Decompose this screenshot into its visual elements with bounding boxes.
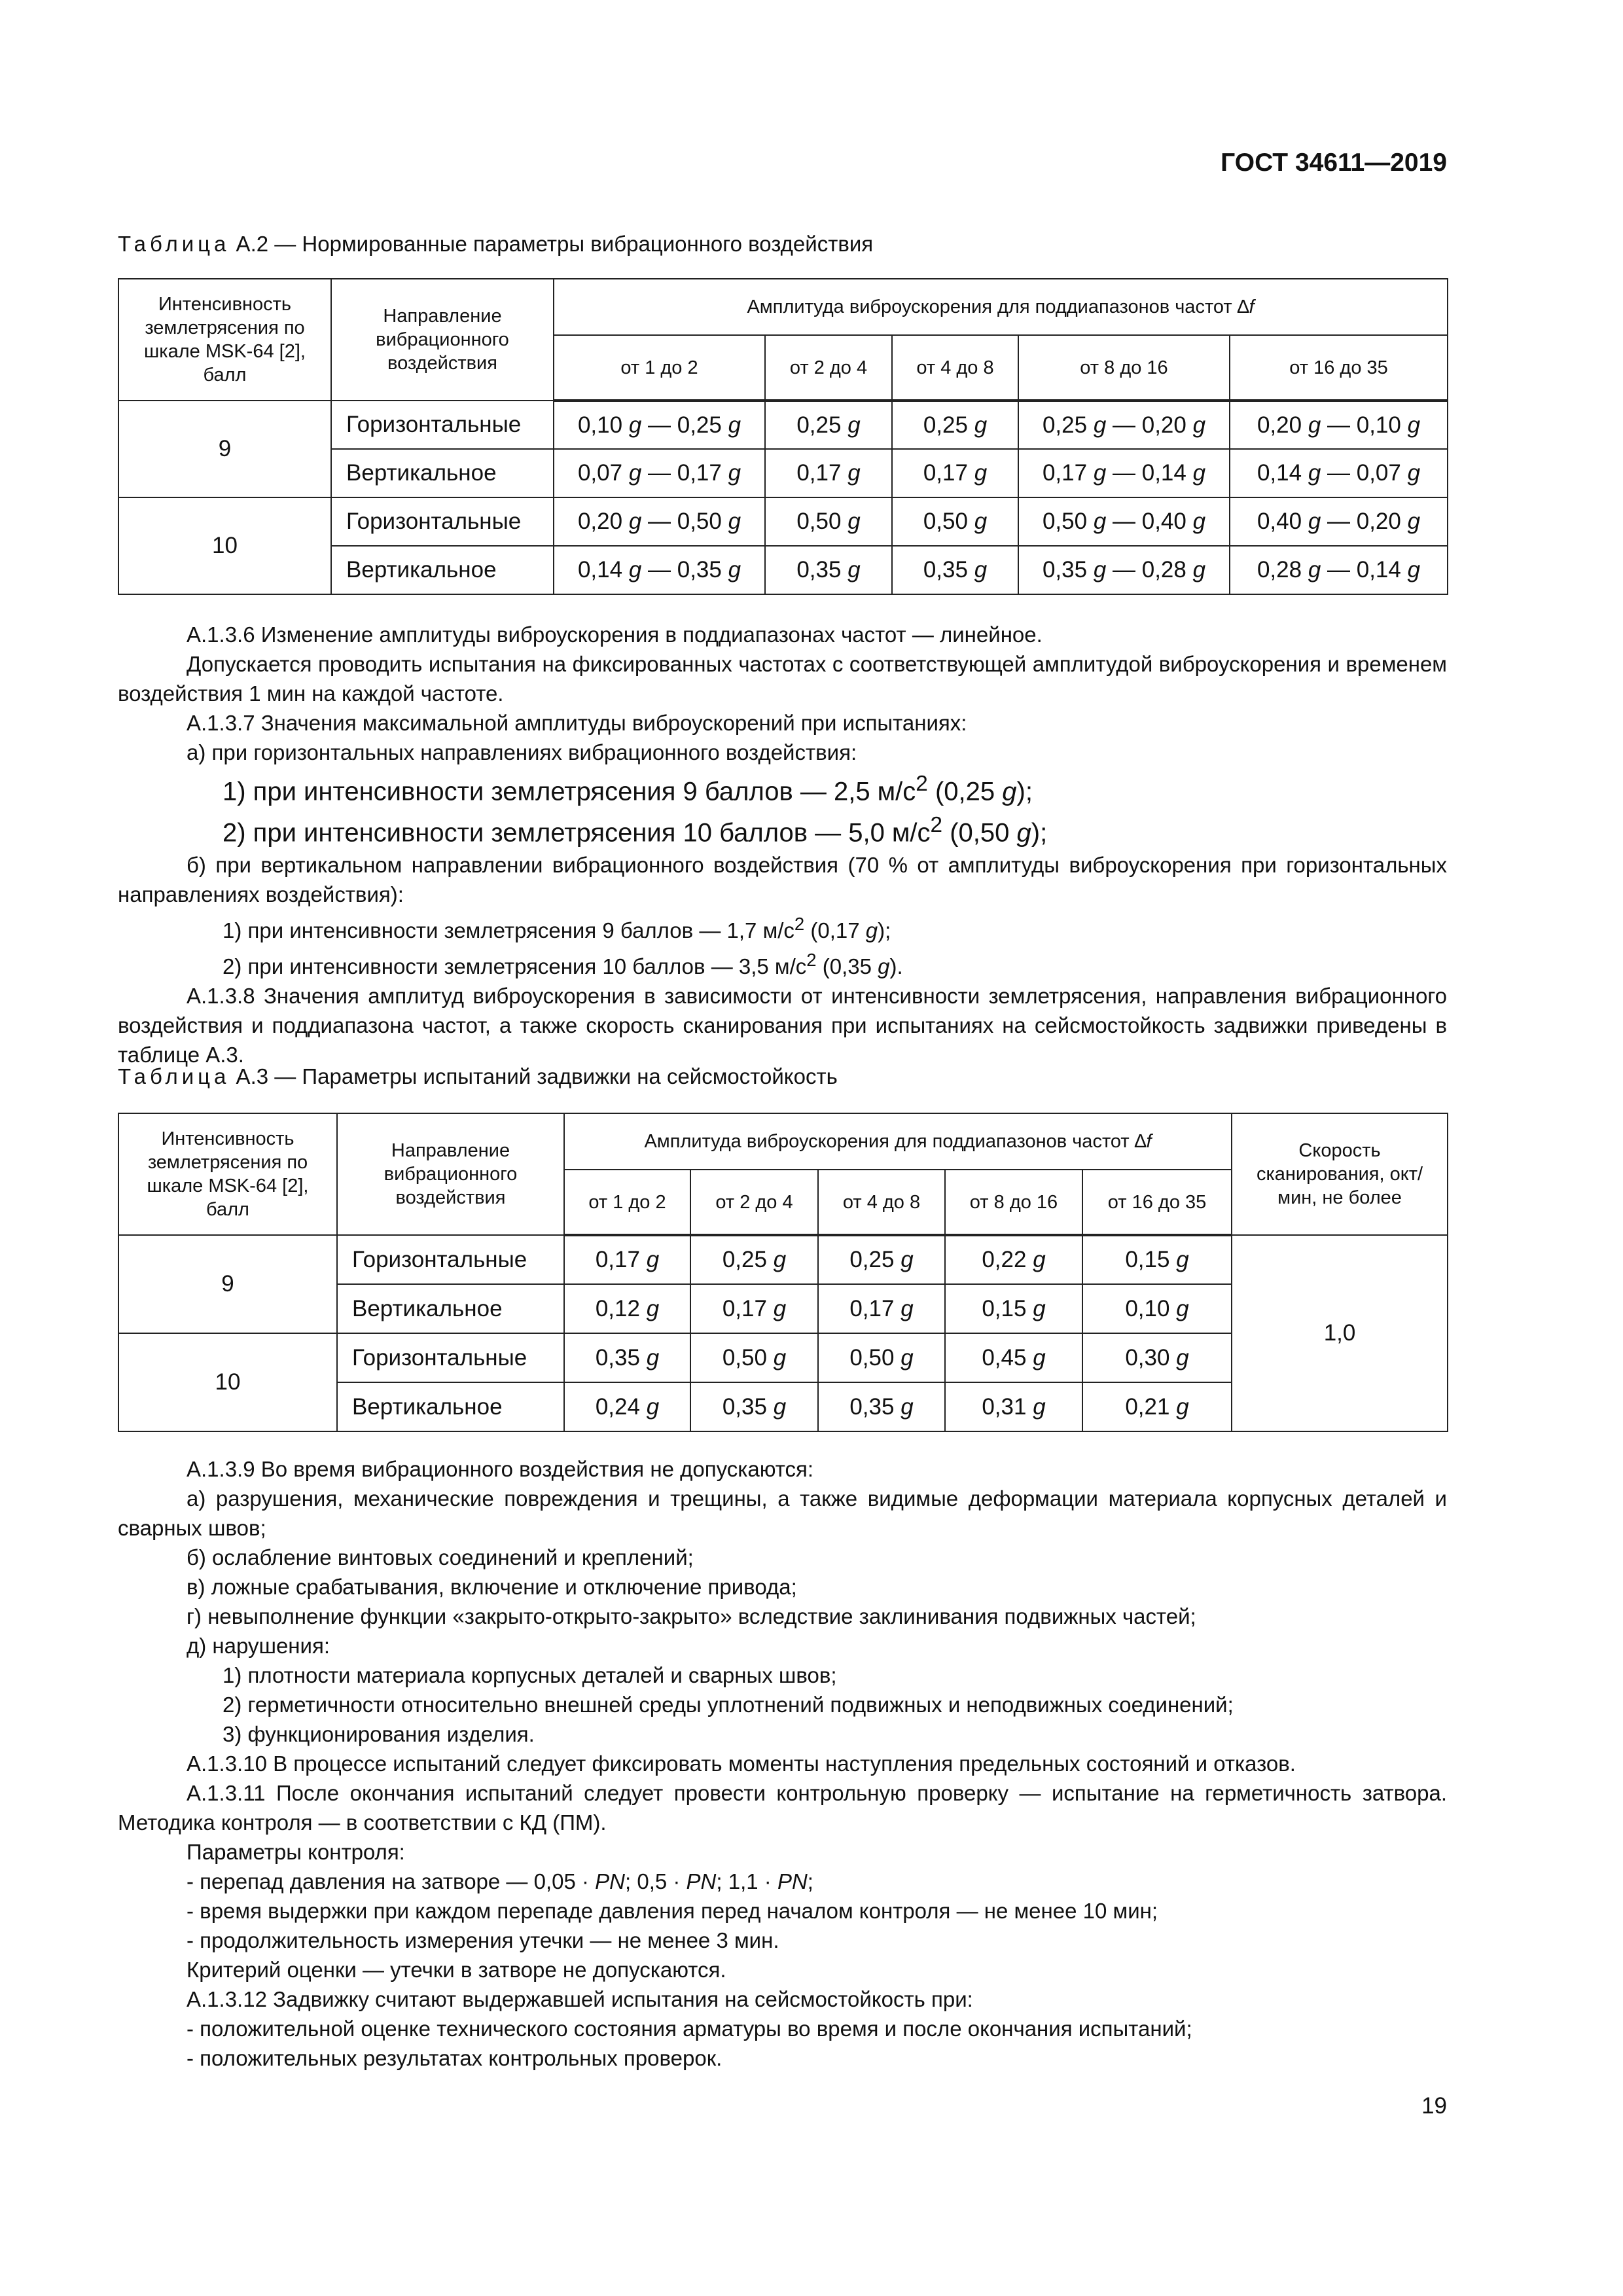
- value-cell: 0,35 g: [892, 546, 1018, 594]
- table-a3-header-amplitude: Амплитуда виброускорения для поддиапазонов частот ∆f: [564, 1113, 1232, 1170]
- value-cell: 0,24 g: [564, 1382, 690, 1431]
- value-cell: 0,40 g — 0,20 g: [1230, 497, 1448, 546]
- document-code: ГОСТ 34611—2019: [1221, 149, 1447, 177]
- table-a3-header-direction: Направление вибрационного воздействия: [337, 1113, 564, 1235]
- paragraph: А.1.3.10 В процессе испытаний следует фиксировать моменты наступления предельных состояний и отказов.: [187, 1751, 1296, 1776]
- list-item: - продолжительность измерения утечки — не менее 3 мин.: [187, 1928, 779, 1952]
- value-cell: 0,35 g: [690, 1382, 818, 1431]
- table-a2-range: от 1 до 2: [554, 335, 765, 401]
- table-a3-header-speed: Скорость сканирования, окт/мин, не более: [1232, 1113, 1448, 1235]
- paragraph: Критерий оценки — утечки в затворе не допускаются.: [187, 1958, 726, 1982]
- direction-cell: Вертикальное: [337, 1284, 564, 1333]
- paragraph: 2) герметичности относительно внешней среды уплотнений подвижных и неподвижных соединений;: [223, 1693, 1234, 1717]
- paragraph: А.1.3.9 Во время вибрационного воздействия не допускаются:: [187, 1457, 814, 1481]
- paragraph: а) при горизонтальных направлениях вибрационного воздействия:: [187, 740, 857, 764]
- table-a2-header-direction: Направление вибрационного воздействия: [331, 279, 554, 401]
- value-cell: 0,17 g: [690, 1284, 818, 1333]
- table-row: [118, 401, 1448, 449]
- value-cell: 0,25 g: [690, 1235, 818, 1284]
- table-a2-range: от 4 до 8: [892, 335, 1018, 401]
- list-item: - перепад давления на затворе — 0,05 · PN; 0,5 · PN; 1,1 · PN;: [187, 1869, 813, 1893]
- value-cell: 0,50 g: [765, 497, 892, 546]
- value-cell: 0,17 g: [564, 1235, 690, 1284]
- intensity-cell: 10: [118, 497, 331, 594]
- value-cell: 0,25 g: [818, 1235, 945, 1284]
- table-row: [118, 1235, 1448, 1284]
- paragraph: в) ложные срабатывания, включение и отключение привода;: [187, 1575, 797, 1599]
- table-a3-title-text: А.3 — Параметры испытаний задвижки на сейсмостойкость: [230, 1064, 838, 1088]
- paragraph: А.1.3.12 Задвижку считают выдержавшей испытания на сейсмостойкость при:: [187, 1987, 973, 2011]
- value-cell: 0,14 g — 0,35 g: [554, 546, 765, 594]
- text-block-1: [118, 620, 1447, 1069]
- paragraph: 2) при интенсивности землетрясения 10 баллов — 5,0 $м/с^2$ (0,50 g);: [223, 813, 1048, 848]
- paragraph: А.1.3.11 После окончания испытаний следует провести контрольную проверку — испытание на герметичность затвора. Методика контроля — в соответствии с КД (ПМ).: [118, 1781, 1447, 1835]
- text-block-2: [118, 1454, 1447, 2073]
- intensity-cell: 9: [118, 1235, 337, 1333]
- paragraph: а) разрушения, механические повреждения и трещины, а также видимые деформации материала корпусных деталей и сварных швов;: [118, 1486, 1447, 1540]
- value-cell: 0,30 g: [1082, 1333, 1232, 1382]
- table-a3-range: от 8 до 16: [945, 1170, 1082, 1235]
- paragraph: А.1.3.6 Изменение амплитуды виброускорения в поддиапазонах частот — линейное.: [187, 622, 1043, 647]
- value-cell: 0,14 g — 0,07 g: [1230, 449, 1448, 497]
- value-cell: 0,35 g — 0,28 g: [1018, 546, 1230, 594]
- table-a2-range: от 16 до 35: [1230, 335, 1448, 401]
- direction-cell: Горизонтальные: [331, 401, 554, 449]
- table-row: [118, 497, 1448, 546]
- value-cell: 0,25 g: [892, 401, 1018, 449]
- direction-cell: Вертикальное: [331, 449, 554, 497]
- value-cell: 0,17 g — 0,14 g: [1018, 449, 1230, 497]
- value-cell: 0,20 g — 0,10 g: [1230, 401, 1448, 449]
- value-cell: 0,22 g: [945, 1235, 1082, 1284]
- direction-cell: Горизонтальные: [331, 497, 554, 546]
- value-cell: 0,07 g — 0,17 g: [554, 449, 765, 497]
- value-cell: 0,35 g: [564, 1333, 690, 1382]
- table-a2-title: [118, 229, 873, 259]
- value-cell: 0,50 g — 0,40 g: [1018, 497, 1230, 546]
- list-item: - время выдержки при каждом перепаде давления перед началом контроля — не менее 10 мин;: [187, 1899, 1158, 1923]
- paragraph: Допускается проводить испытания на фиксированных частотах с соответствующей амплитудой виброускорения и временем воздействия 1 мин на каждой частоте.: [118, 652, 1447, 706]
- value-cell: 0,50 g: [818, 1333, 945, 1382]
- paragraph: б) при вертикальном направлении вибрационного воздействия (70 % от амплитуды виброускорения при горизонтальных направлениях воздействия):: [118, 852, 1447, 906]
- value-cell: 0,17 g: [765, 449, 892, 497]
- table-a2-title-text: А.2 — Нормированные параметры вибрационного воздействия: [230, 232, 874, 256]
- table-a2-header-amplitude: Амплитуда виброускорения для поддиапазонов частот ∆f: [554, 279, 1448, 335]
- value-cell: 0,17 g: [818, 1284, 945, 1333]
- value-cell: 0,17 g: [892, 449, 1018, 497]
- table-a3-title: [118, 1062, 838, 1091]
- table-a3-range: от 16 до 35: [1082, 1170, 1232, 1235]
- paragraph: А.1.3.7 Значения максимальной амплитуды виброускорений при испытаниях:: [187, 711, 967, 735]
- value-cell: 0,10 g — 0,25 g: [554, 401, 765, 449]
- table-a3-range: от 4 до 8: [818, 1170, 945, 1235]
- table-a2-header-intensity: Интенсивность землетрясения по шкале MSK-64 [2], балл: [118, 279, 331, 401]
- paragraph: 1) при интенсивности землетрясения 9 баллов — 1,7 $м/с^2$ (0,17 g);: [223, 913, 891, 942]
- value-cell: 0,10 g: [1082, 1284, 1232, 1333]
- table-a2-range: от 8 до 16: [1018, 335, 1230, 401]
- table-a2: [118, 278, 1448, 595]
- table-a3-range: от 1 до 2: [564, 1170, 690, 1235]
- list-item: - положительной оценке технического состояния арматуры во время и после окончания испытаний;: [187, 2017, 1192, 2041]
- value-cell: 0,35 g: [818, 1382, 945, 1431]
- table-a3-title-prefix: Таблица: [118, 1064, 230, 1088]
- table-a3: [118, 1113, 1448, 1432]
- table-a2-title-prefix: Таблица: [118, 232, 230, 256]
- speed-cell: 1,0: [1232, 1235, 1448, 1431]
- paragraph: г) невыполнение функции «закрыто-открыто-закрыто» вследствие заклинивания подвижных частей;: [187, 1604, 1196, 1628]
- value-cell: 0,20 g — 0,50 g: [554, 497, 765, 546]
- paragraph: 2) при интенсивности землетрясения 10 баллов — 3,5 $м/с^2$ (0,35 g).: [223, 949, 903, 978]
- value-cell: 0,15 g: [945, 1284, 1082, 1333]
- value-cell: 0,28 g — 0,14 g: [1230, 546, 1448, 594]
- value-cell: 0,15 g: [1082, 1235, 1232, 1284]
- value-cell: 0,21 g: [1082, 1382, 1232, 1431]
- value-cell: 0,50 g: [892, 497, 1018, 546]
- intensity-cell: 10: [118, 1333, 337, 1431]
- value-cell: 0,31 g: [945, 1382, 1082, 1431]
- direction-cell: Горизонтальные: [337, 1333, 564, 1382]
- direction-cell: Вертикальное: [337, 1382, 564, 1431]
- direction-cell: Горизонтальные: [337, 1235, 564, 1284]
- table-a3-header-intensity: Интенсивность землетрясения по шкале MSK-64 [2], балл: [118, 1113, 337, 1235]
- paragraph: д) нарушения:: [187, 1634, 330, 1658]
- paragraph: 3) функционирования изделия.: [223, 1722, 535, 1746]
- paragraph: 1) плотности материала корпусных деталей и сварных швов;: [223, 1663, 837, 1687]
- intensity-cell: 9: [118, 401, 331, 497]
- direction-cell: Вертикальное: [331, 546, 554, 594]
- value-cell: 0,25 g: [765, 401, 892, 449]
- value-cell: 0,25 g — 0,20 g: [1018, 401, 1230, 449]
- paragraph: Параметры контроля:: [187, 1840, 405, 1864]
- list-item: - положительных результатах контрольных проверок.: [187, 2046, 722, 2070]
- paragraph: А.1.3.8 Значения амплитуд виброускорения в зависимости от интенсивности землетрясения, направления вибрационного воздействия и поддиапазона частот, а также скорость сканирования при испытаниях на сейсмостойкость задвижки приведены в таблице А.3.: [118, 983, 1447, 1067]
- table-a2-range: от 2 до 4: [765, 335, 892, 401]
- value-cell: 0,50 g: [690, 1333, 818, 1382]
- page-number: 19: [1421, 2093, 1447, 2119]
- paragraph: 1) при интенсивности землетрясения 9 баллов — 2,5 $м/с^2$ (0,25 g);: [223, 772, 1033, 806]
- value-cell: 0,12 g: [564, 1284, 690, 1333]
- value-cell: 0,45 g: [945, 1333, 1082, 1382]
- table-a3-range: от 2 до 4: [690, 1170, 818, 1235]
- paragraph: б) ослабление винтовых соединений и креплений;: [187, 1545, 694, 1570]
- value-cell: 0,35 g: [765, 546, 892, 594]
